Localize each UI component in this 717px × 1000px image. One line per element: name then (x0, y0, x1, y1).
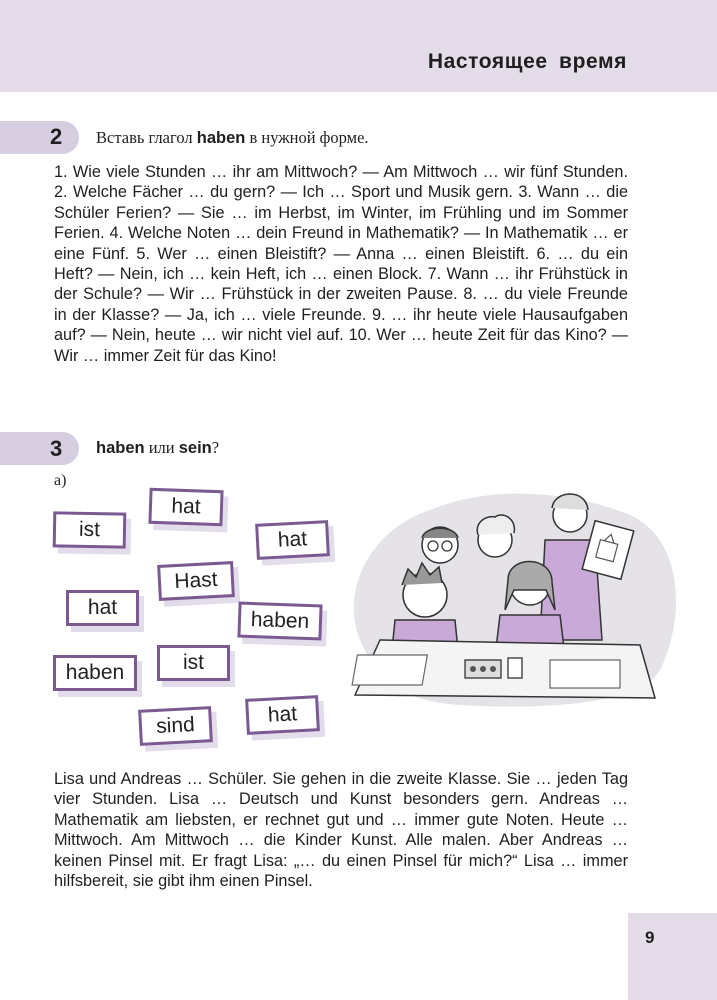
page-number: 9 (645, 928, 655, 947)
heading-conjunction: или (148, 438, 175, 457)
word-card: hat (245, 695, 320, 735)
word-card: haben (237, 602, 322, 641)
instruction-after: в нужной форме. (249, 128, 369, 147)
word-card: hat (148, 488, 223, 527)
exercise-3-heading (96, 438, 219, 458)
exercise-2-tab (0, 121, 79, 154)
exercise-3-text: Lisa und Andreas … Schüler. Sie gehen in die zweite Klasse. Sie … jeden Tag vier Stunden. Lisa … Deutsch und Kunst besonders gern. Andreas … Mathematik am liebsten, er rechnet gut und … immer gute Noten. Heute … Mittwoch. Am Mittwoch … die Kinder Kunst. Alle malen. Aber Andreas … keinen Pinsel mit. Er fragt Lisa: „… du einen Pinsel für mich?“ Lisa … immer hilfsbereit, sie gibt ihm einen Pinsel. (54, 770, 628, 891)
word-card: sind (138, 706, 213, 746)
exercise-2-text: 1. Wie viele Stunden … ihr am Mittwoch? — Am Mittwoch … wir fünf Stunden. 2. Welche Fächer … du gern? — Ich … Sport und Musik gern. 3. Wann … die Schüler Ferien? — Sie … im Herbst, im Winter, im Frühling und im Sommer Ferien. 4. Welche Noten … dein Freund in Mathematik? — In Mathematik … er eine Fünf. 5. Wer … einen Bleistift? — Anna … einen Bleistift. 6. … du ein Heft? — Nein, ich … kein Heft, ich … einen Block. 7. Wann … ihr Frühstück in der Schule? — Wir … Frühstück in der zweiten Pause. 8. … du viele Freunde in der Klasse? — Ja, ich … viele Freunde. 9. … ihr heute viele Hausaufgaben auf? — Nein, heute … wir nicht viel auf. 10. Wer … heute Zeit für das Kino? — Wir … immer Zeit für das Kino! (54, 163, 628, 365)
heading-verb-2: sein (178, 439, 212, 457)
word-card: hat (66, 590, 139, 626)
children-drawing-illustration-icon (340, 470, 685, 710)
page-corner (628, 913, 717, 1000)
exercise-2-number: 2 (50, 124, 63, 149)
sub-label-a: а) (54, 472, 67, 489)
word-card: haben (53, 655, 137, 691)
heading-question-mark: ? (211, 438, 220, 457)
header-band (0, 0, 717, 92)
exercise-3-number: 3 (50, 436, 63, 461)
word-card: ist (157, 645, 230, 681)
word-card: hat (255, 520, 330, 560)
instruction-verb: haben (196, 129, 246, 147)
exercise-2-instruction (96, 128, 369, 148)
word-card: Hast (157, 561, 235, 601)
page-title: Настоящее время (427, 50, 627, 73)
heading-verb-1: haben (96, 439, 145, 457)
instruction-before: Вставь глагол (96, 128, 193, 147)
exercise-3-tab (0, 432, 79, 465)
word-card: ist (53, 511, 127, 548)
